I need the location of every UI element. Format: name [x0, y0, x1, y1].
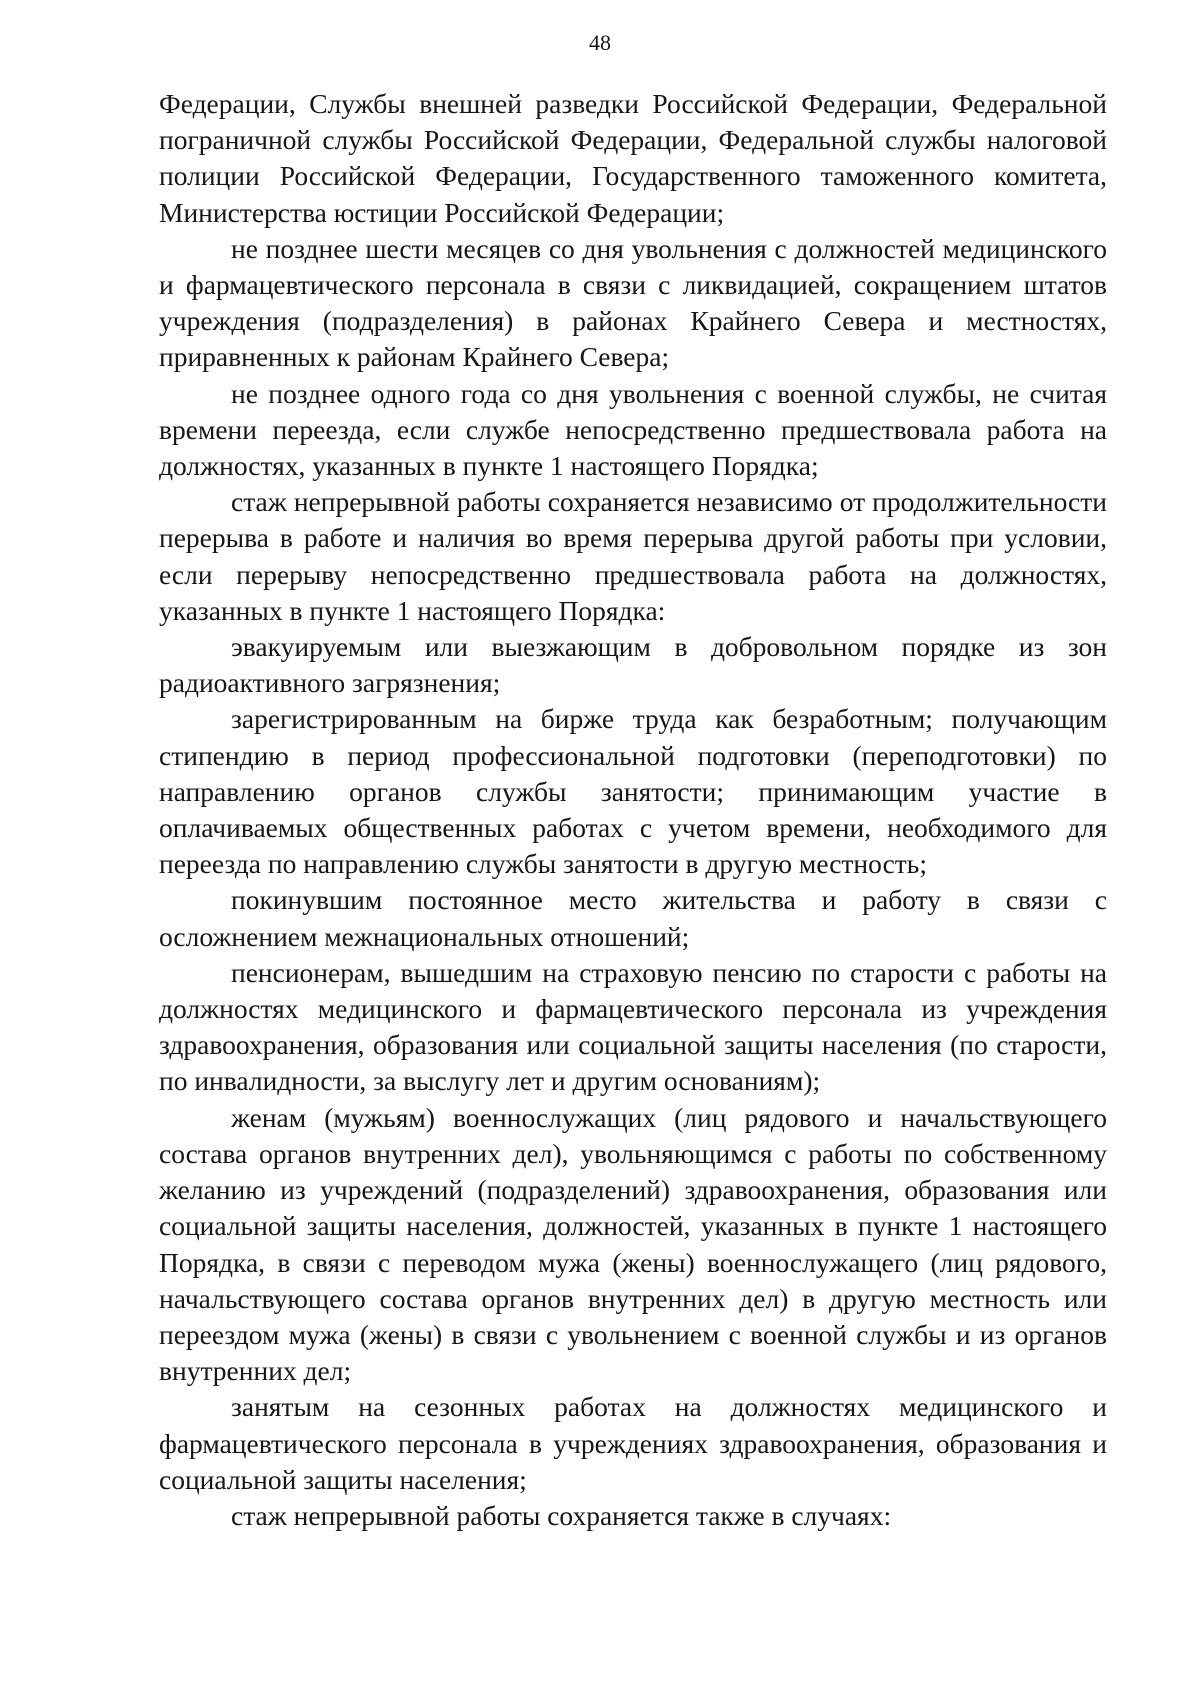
paragraph: занятым на сезонных работах на должностях медицинского и фармацевтического персонала в учреждениях здравоохранения, образования и социальной защиты населения; [159, 1391, 1107, 1495]
paragraph: стаж непрерывной работы сохраняется также в случаях: [231, 1499, 892, 1531]
document-body [159, 86, 1107, 1534]
paragraph: не позднее одного года со дня увольнения с военной службы, не считая времени переезда, если службе непосредственно предшествовала работа на должностях, указанных в пункте 1 настоящего Порядка; [159, 377, 1107, 482]
paragraph: пенсионерам, вышедшим на страховую пенсию по старости с работы на должностях медицинского и фармацевтического персонала из учреждения здравоохранения, образования или социальной защиты населения (по старости, по инвалидности, за выслугу лет и другим основаниям); [159, 956, 1107, 1097]
paragraph: женам (мужьям) военнослужащих (лиц рядового и начальствующего состава органов внутренних дел), увольняющимся с работы по собственному желанию из учреждений (подразделений) здравоохранения, образования или социальной защиты населения, должностей, указанных в пункте 1 настоящего Порядка, в связи с переводом мужа (жены) военнослужащего (лиц рядового, начальствующего состава органов внутренних дел) в другую местность или переездом мужа (жены) в связи с увольнением с военной службы и из органов внутренних дел; [159, 1101, 1107, 1387]
paragraph-continuation: Федерации, Службы внешней разведки Российской Федерации, Федеральной пограничной службы Российской Федерации, Федеральной службы налоговой полиции Российской Федерации, Государственного таможенного комитета, Министерства юстиции Российской Федерации; [159, 88, 1107, 228]
paragraph: эвакуируемым или выезжающим в добровольном порядке из зон радиоактивного загрязнения; [159, 631, 1107, 699]
paragraph: не позднее шести месяцев со дня увольнения с должностей медицинского и фармацевтического персонала в связи с ликвидацией, сокращением штатов учреждения (подразделения) в районах Крайнего Севера и местностях, приравненных к районам Крайнего Севера; [159, 232, 1107, 373]
paragraph: покинувшим постоянное место жительства и работу в связи с осложнением межнациональных отношений; [159, 884, 1107, 952]
page-number: 48 [589, 30, 611, 55]
paragraph: зарегистрированным на бирже труда как безработным; получающим стипендию в период профессиональной подготовки (переподготовки) по направлению органов службы занятости; принимающим участие в оплачиваемых общественных работах с учетом времени, необходимого для переезда по направлению службы занятости в другую местность; [159, 703, 1107, 880]
paragraph: стаж непрерывной работы сохраняется независимо от продолжительности перерыва в работе и наличия во время перерыва другой работы при условии, если перерыву непосредственно предшествовала работа на должностях, указанных в пункте 1 настоящего Порядка: [159, 486, 1107, 626]
